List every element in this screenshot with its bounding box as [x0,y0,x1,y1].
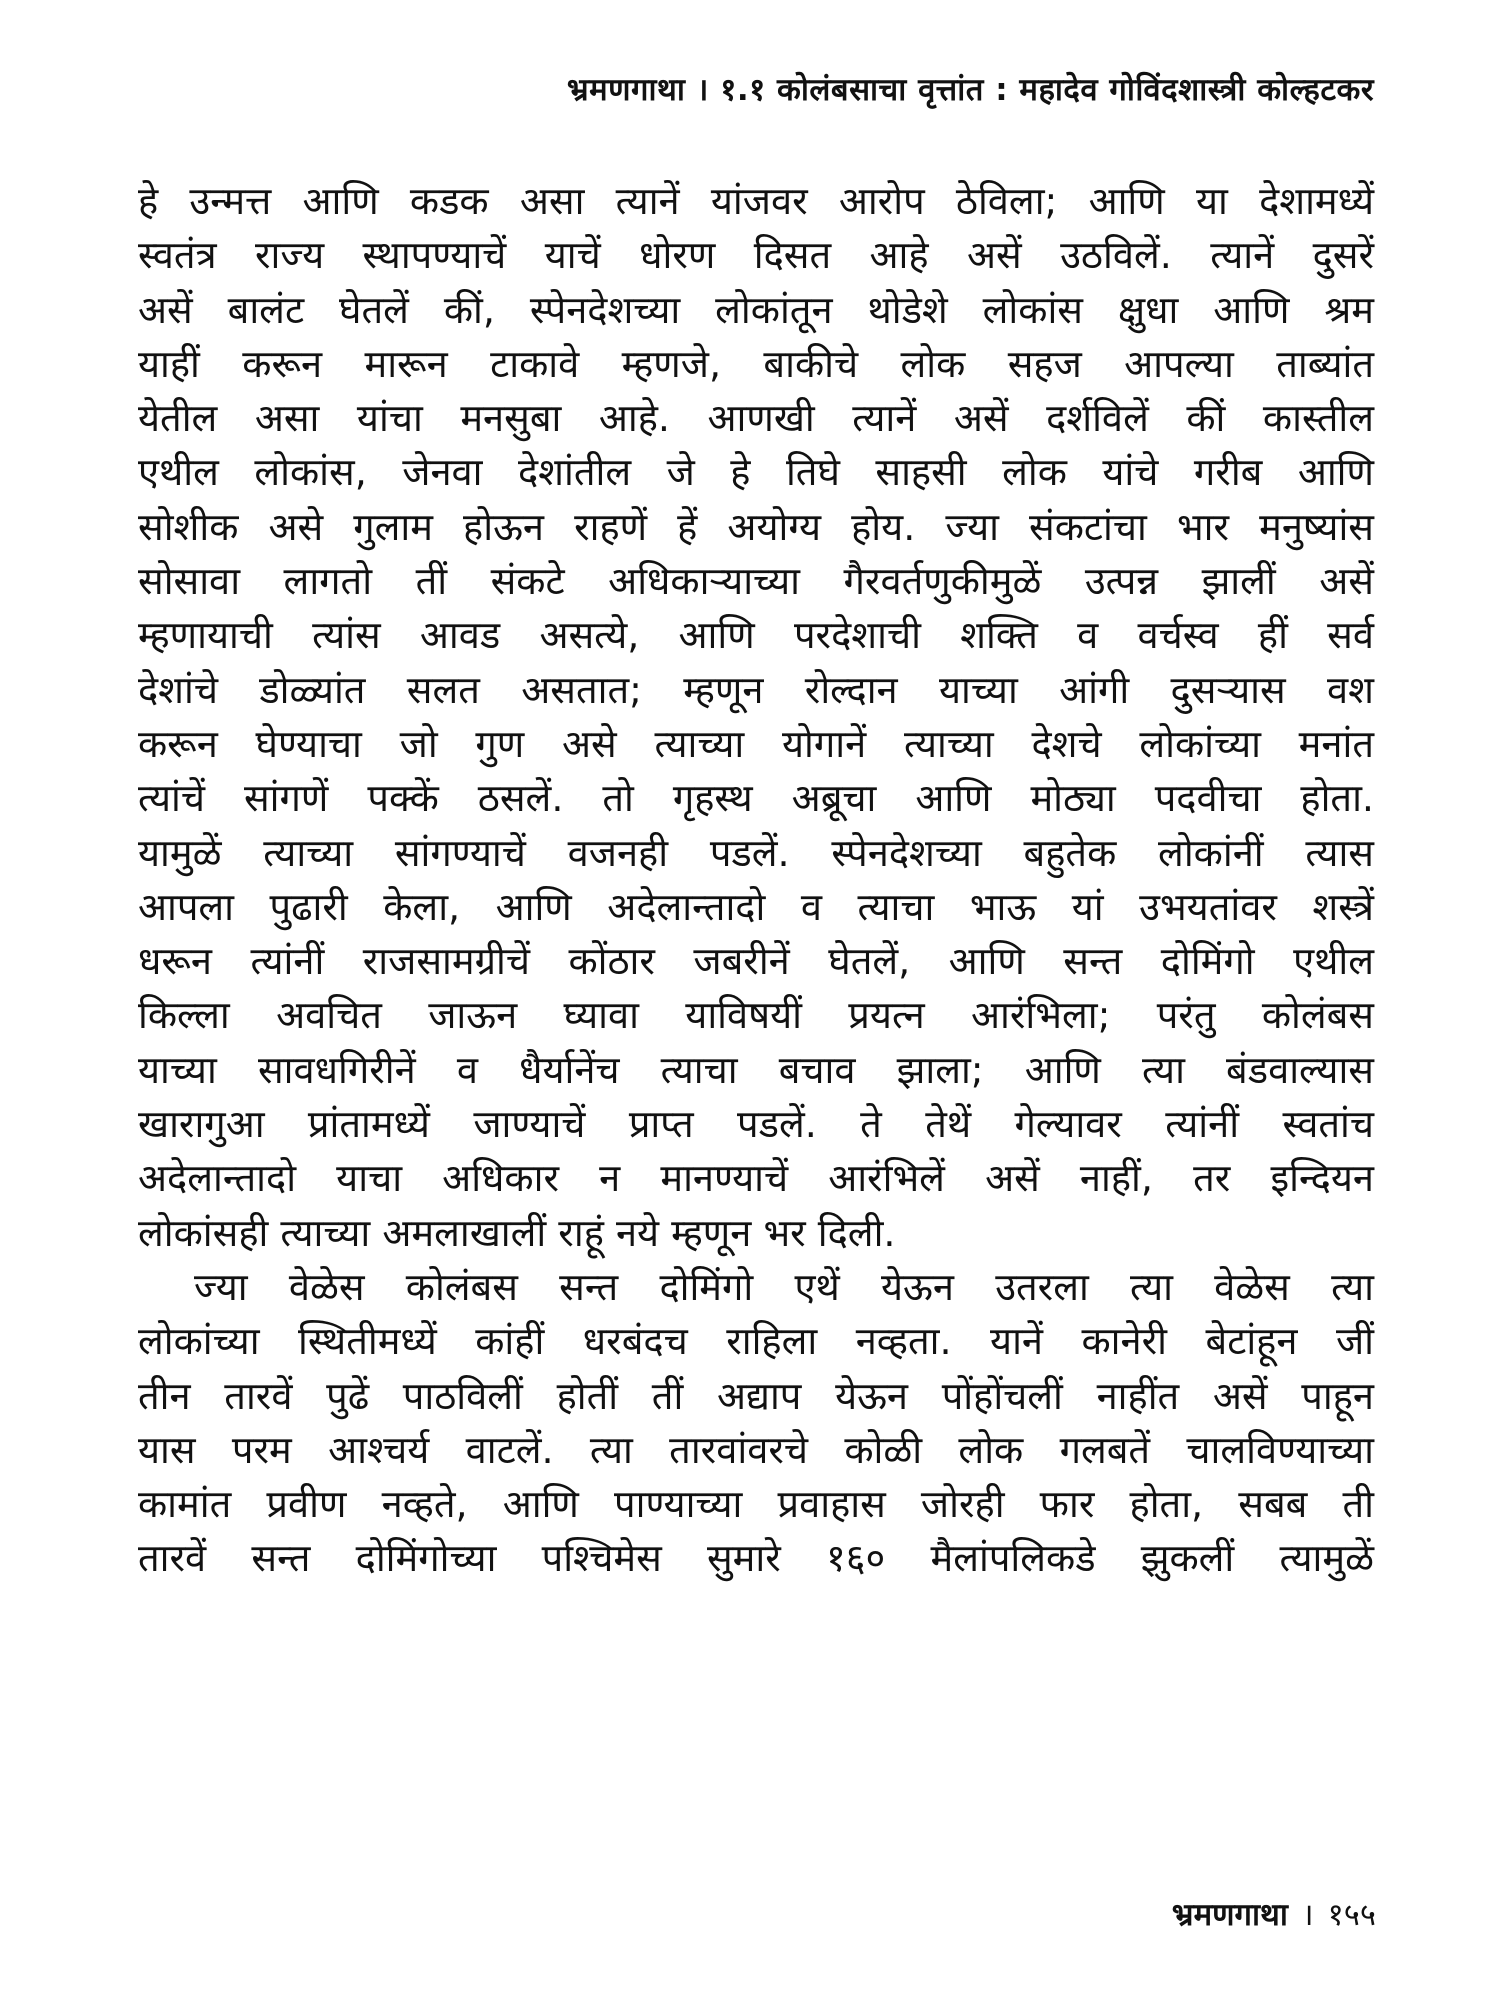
paragraph-1 [138,174,1374,1260]
text-line: आपला पुढारी केला, आणि अदेलान्तादो व त्याचा भाऊ यां उभयतांवर शस्त्रें [138,884,1374,929]
text-line: लोकांच्या स्थितीमध्यें कांहीं धरबंदच राहिला नव्हता. यानें कानेरी बेटांहून जीं [138,1319,1374,1364]
text-line: सोसावा लागतो तीं संकटे अधिकाऱ्याच्या गैरवर्तणुकीमुळें उत्पन्न झालीं असें [138,559,1374,604]
text-line: खारागुआ प्रांतामध्यें जाण्याचें प्राप्त पडलें. ते तेथें गेल्यावर त्यांनीं स्वतांच [138,1102,1374,1147]
text-line: येतील असा यांचा मनसुबा आहे. आणखी त्यानें असें दर्शविलें कीं कास्तील [138,396,1374,441]
text-line: तारवें सन्त दोमिंगोच्या पश्चिमेस सुमारे १६० मैलांपलिकडे झुकलीं त्यामुळें [138,1536,1374,1581]
text-line: कामांत प्रवीण नव्हते, आणि पाण्याच्या प्रवाहास जोरही फार होता, सबब ती [138,1482,1374,1527]
running-header: भ्रमणगाथा । १.१ कोलंबसाचा वृत्तांत : महादेव गोविंदशास्त्री कोल्हटकर [566,72,1374,108]
text-line: यामुळें त्याच्या सांगण्याचें वजनही पडलें. स्पेनदेशच्या बहुतेक लोकांनीं त्यास [138,830,1374,875]
running-footer [1172,1893,1376,1935]
footer-separator: । [1301,1897,1314,1933]
text-line: एथील लोकांस, जेनवा देशांतील जे हे तिघे साहसी लोक यांचे गरीब आणि [138,450,1374,495]
text-line: यास परम आश्चर्य वाटलें. त्या तारवांवरचे कोळी लोक गलबतें चालविण्याच्या [138,1427,1374,1472]
body-text [138,174,1374,1586]
text-line: देशांचे डोळ्यांत सलत असतात; म्हणून रोल्दान याच्या आंगी दुसऱ्यास वश [138,667,1374,712]
text-line: किल्ला अवचित जाऊन घ्यावा याविषयीं प्रयत्न आरंभिला; परंतु कोलंबस [138,993,1374,1038]
text-line: याच्या सावधगिरीनें व धैर्यानेंच त्याचा बचाव झाला; आणि त्या बंडवाल्यास [138,1047,1374,1092]
paragraph-2 [138,1260,1374,1586]
text-line: तीन तारवें पुढें पाठविलीं होतीं तीं अद्याप येऊन पोंहोंचलीं नाहींत असें पाहून [138,1373,1374,1418]
text-line: अदेलान्तादो याचा अधिकार न मानण्याचें आरंभिलें असें नाहीं, तर इन्दियन [138,1156,1374,1201]
text-line: याहीं करून मारून टाकावे म्हणजे, बाकीचे लोक सहज आपल्या ताब्यांत [138,341,1374,386]
text-line: लोकांसही त्याच्या अमलाखालीं राहूं नये म्हणून भर दिली. [138,1210,896,1255]
text-line: सोशीक असे गुलाम होऊन राहणें हें अयोग्य होय. ज्या संकटांचा भार मनुष्यांस [138,504,1374,549]
text-line: म्हणायाची त्यांस आवड असत्ये, आणि परदेशाची शक्ति व वर्चस्व हीं सर्व [138,613,1375,658]
text-line: ज्या वेळेस कोलंबस सन्त दोमिंगो एथें येऊन उतरला त्या वेळेस त्या [194,1264,1374,1309]
text-line: स्वतंत्र राज्य स्थापण्याचें याचें धोरण दिसत आहे असें उठविलें. त्यानें दुसरें [138,233,1374,278]
page-number: १५५ [1327,1897,1376,1933]
text-line: धरून त्यांनीं राजसामग्रीचें कोंठार जबरीनें घेतलें, आणि सन्त दोमिंगो एथील [138,939,1374,984]
text-line: त्यांचें सांगणें पक्कें ठसलें. तो गृहस्थ अब्रूचा आणि मोठ्या पदवीचा होता. [138,776,1374,821]
footer-book-title: भ्रमणगाथा [1171,1897,1288,1933]
text-line: हे उन्मत्त आणि कडक असा त्यानें यांजवर आरोप ठेविला; आणि या देशामध्यें [138,179,1374,223]
text-line: करून घेण्याचा जो गुण असे त्याच्या योगानें त्याच्या देशचे लोकांच्या मनांत [138,721,1374,766]
text-line: असें बालंट घेतलें कीं, स्पेनदेशच्या लोकांतून थोडेशे लोकांस क्षुधा आणि श्रम [138,287,1374,332]
